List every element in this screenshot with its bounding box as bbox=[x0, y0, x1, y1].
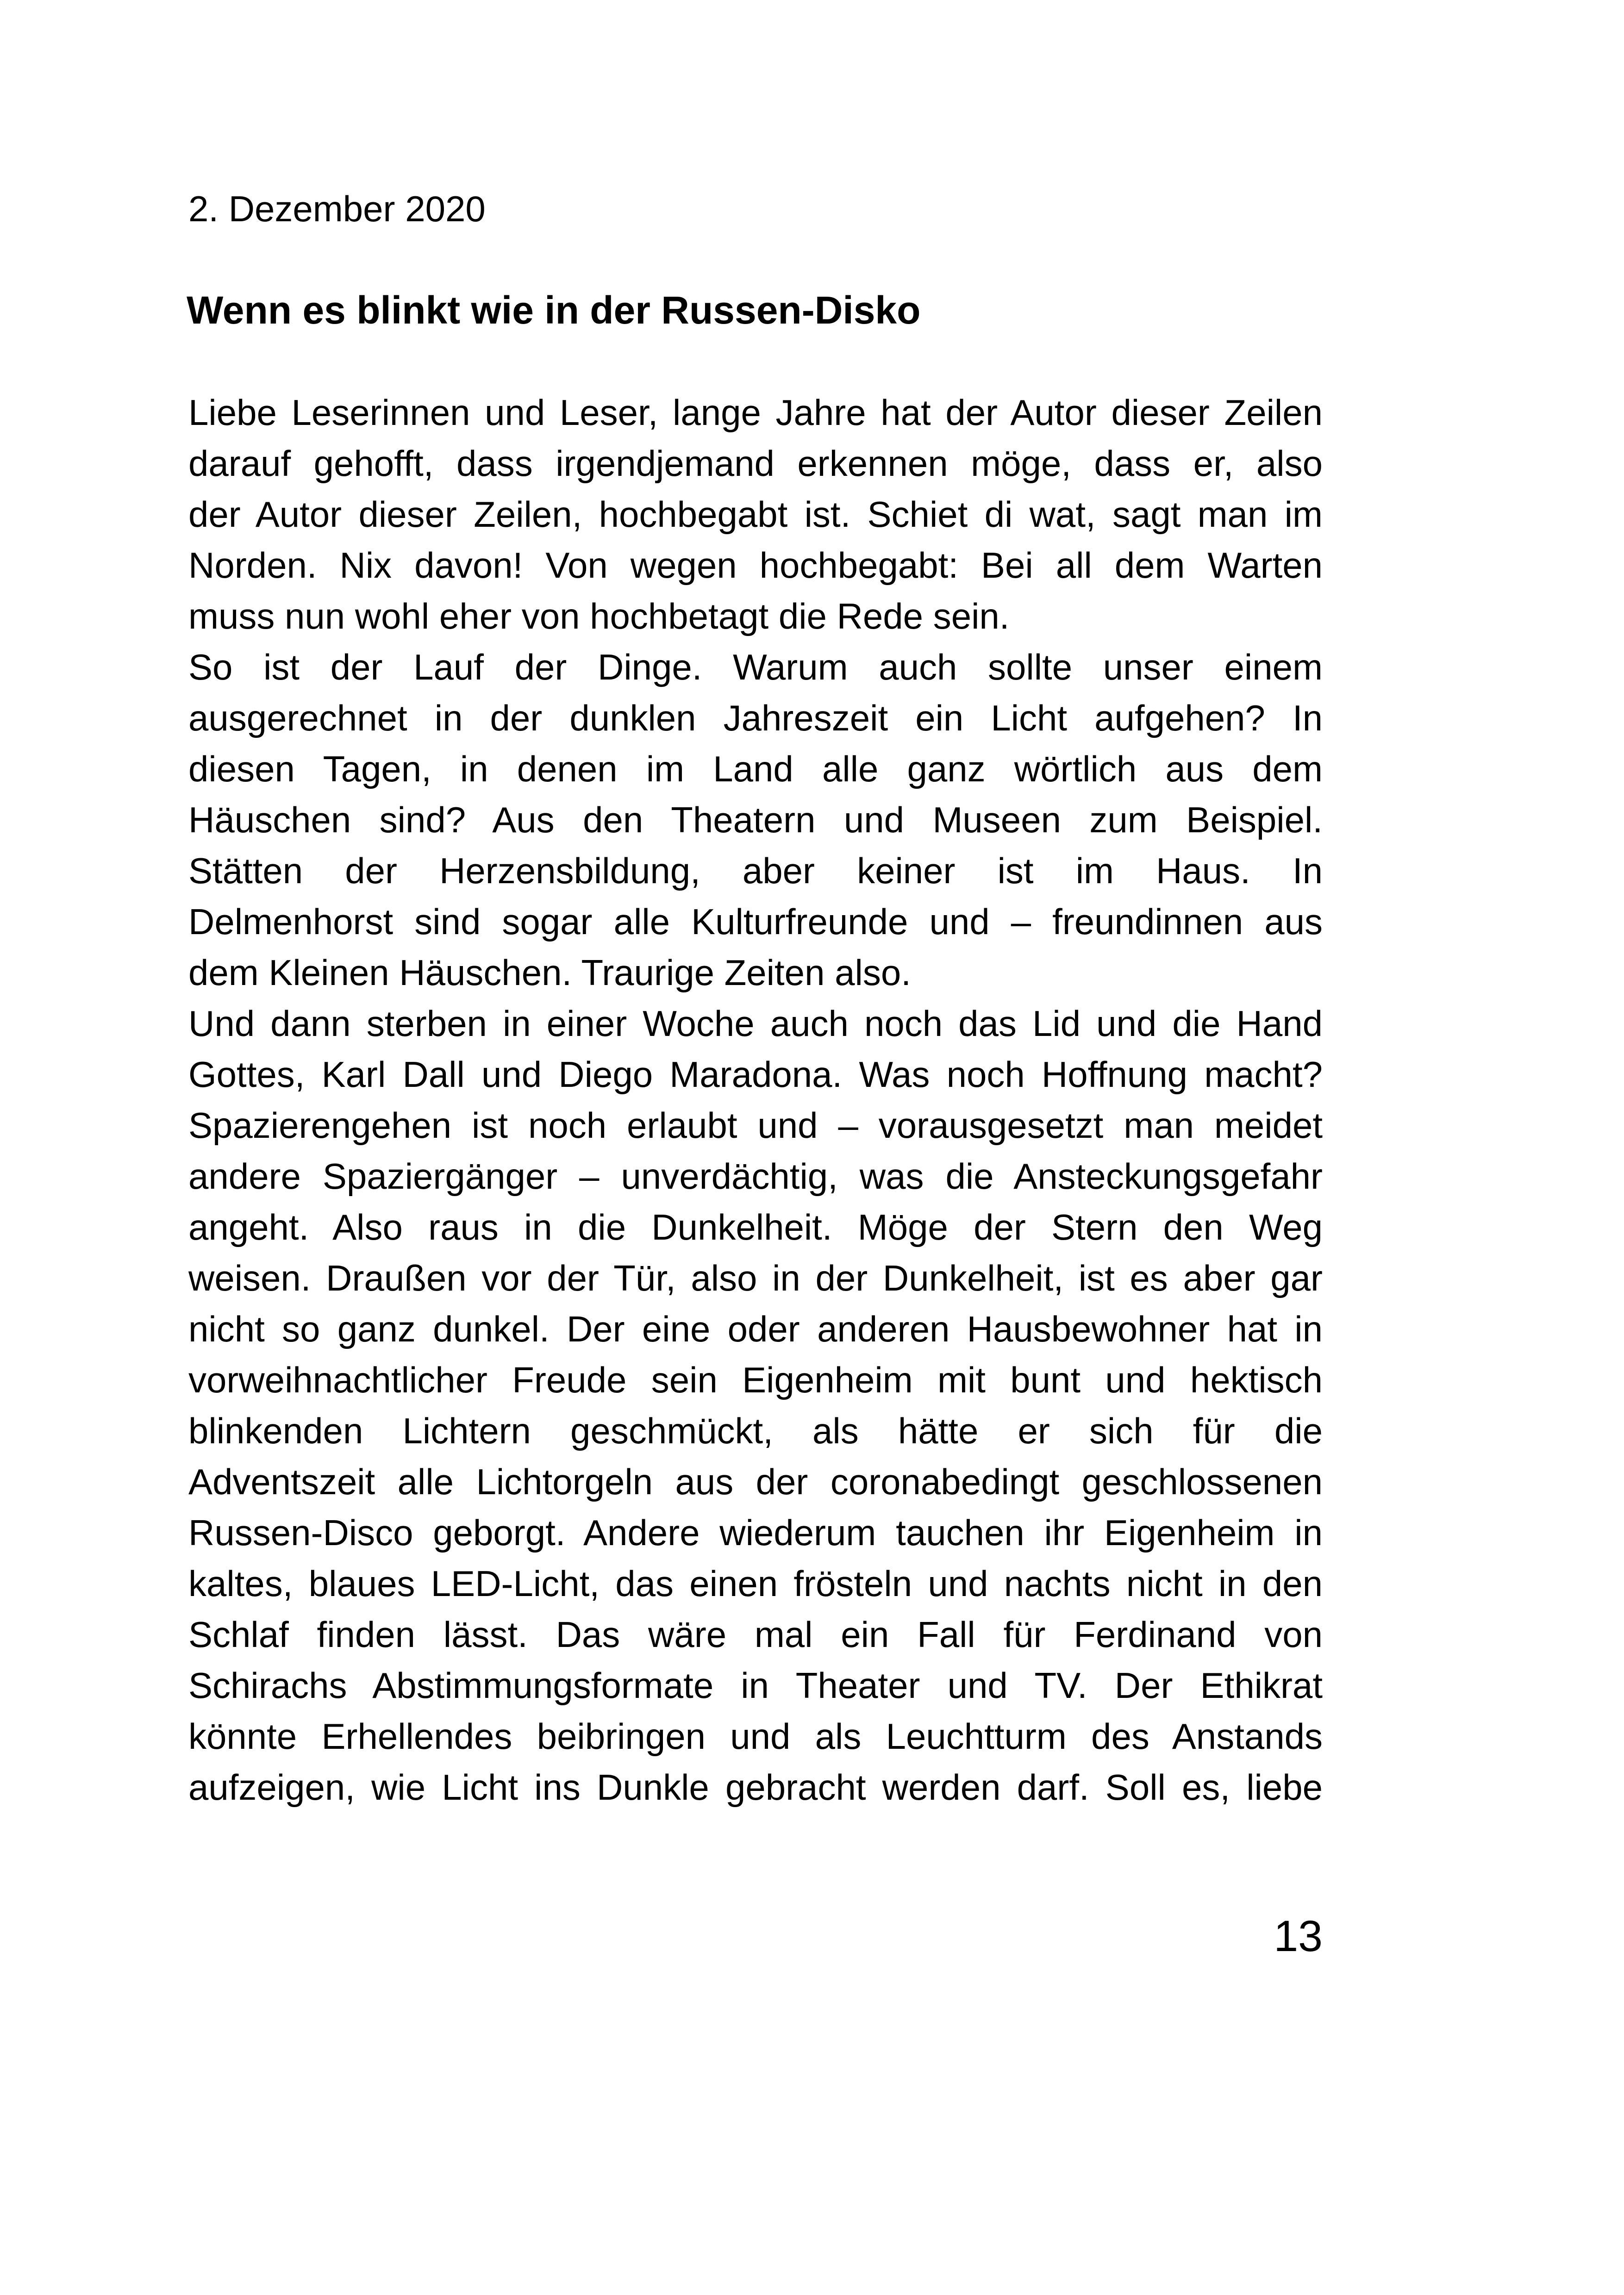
body-text-line: ausgerechnet in der dunklen Jahreszeit ein Licht aufgehen? In bbox=[188, 698, 1323, 738]
body-text-line: Und dann sterben in einer Woche auch noch das Lid und die Hand bbox=[188, 1003, 1323, 1044]
body-text-line: Gottes, Karl Dall und Diego Maradona. Was noch Hoffnung macht? bbox=[188, 1054, 1323, 1095]
body-text-line: Delmenhorst sind sogar alle Kulturfreunde und – freundinnen aus bbox=[188, 901, 1323, 942]
body-text-line: Häuschen sind? Aus den Theatern und Museen zum Beispiel. bbox=[188, 799, 1323, 840]
body-text-line: Stätten der Herzensbildung, aber keiner ist im Haus. In bbox=[188, 850, 1323, 891]
body-text-line: weisen. Draußen vor der Tür, also in der Dunkelheit, ist es aber gar bbox=[188, 1258, 1323, 1298]
body-text-line: angeht. Also raus in die Dunkelheit. Möge der Stern den Weg bbox=[188, 1207, 1323, 1247]
page-number: 13 bbox=[1274, 1912, 1323, 1961]
body-text-line: muss nun wohl eher von hochbetagt die Rede sein. bbox=[188, 596, 1010, 636]
body-text-line: darauf gehofft, dass irgendjemand erkennen möge, dass er, also bbox=[188, 443, 1323, 484]
body-text-line: Adventszeit alle Lichtorgeln aus der coronabedingt geschlossenen bbox=[188, 1461, 1323, 1502]
body-text-line: könnte Erhellendes beibringen und als Leuchtturm des Anstands bbox=[188, 1716, 1323, 1757]
body-text-line: Russen-Disco geborgt. Andere wiederum tauchen ihr Eigenheim in bbox=[188, 1512, 1323, 1553]
article-body bbox=[188, 387, 1323, 1813]
body-text-line: blinkenden Lichtern geschmückt, als hätte er sich für die bbox=[188, 1410, 1323, 1451]
body-text-line: Liebe Leserinnen und Leser, lange Jahre hat der Autor dieser Zeilen bbox=[188, 392, 1323, 433]
body-text-line: der Autor dieser Zeilen, hochbegabt ist. Schiet di wat, sagt man im bbox=[188, 494, 1323, 535]
body-text-line: aufzeigen, wie Licht ins Dunkle gebracht werden darf. Soll es, liebe bbox=[188, 1767, 1323, 1808]
body-text-line: Schlaf finden lässt. Das wäre mal ein Fall für Ferdinand von bbox=[188, 1614, 1323, 1655]
body-text-line: Spazierengehen ist noch erlaubt und – vorausgesetzt man meidet bbox=[188, 1105, 1323, 1146]
body-text-line: nicht so ganz dunkel. Der eine oder anderen Hausbewohner hat in bbox=[188, 1309, 1323, 1349]
body-text-line: vorweihnachtlicher Freude sein Eigenheim mit bunt und hektisch bbox=[188, 1360, 1323, 1400]
date-line: 2. Dezember 2020 bbox=[188, 188, 486, 229]
body-text-line: andere Spaziergänger – unverdächtig, was die Ansteckungsgefahr bbox=[188, 1156, 1323, 1197]
article-title: Wenn es blinkt wie in der Russen-Disko bbox=[187, 288, 921, 332]
body-text-line: diesen Tagen, in denen im Land alle ganz wörtlich aus dem bbox=[188, 748, 1323, 789]
body-text-line: Norden. Nix davon! Von wegen hochbegabt: Bei all dem Warten bbox=[188, 545, 1323, 586]
body-text-line: kaltes, blaues LED-Licht, das einen frösteln und nachts nicht in den bbox=[188, 1563, 1323, 1604]
body-text-line: dem Kleinen Häuschen. Traurige Zeiten also. bbox=[188, 952, 911, 993]
body-text-line: So ist der Lauf der Dinge. Warum auch sollte unser einem bbox=[188, 647, 1323, 687]
body-text-line: Schirachs Abstimmungsformate in Theater und TV. Der Ethikrat bbox=[188, 1665, 1323, 1706]
